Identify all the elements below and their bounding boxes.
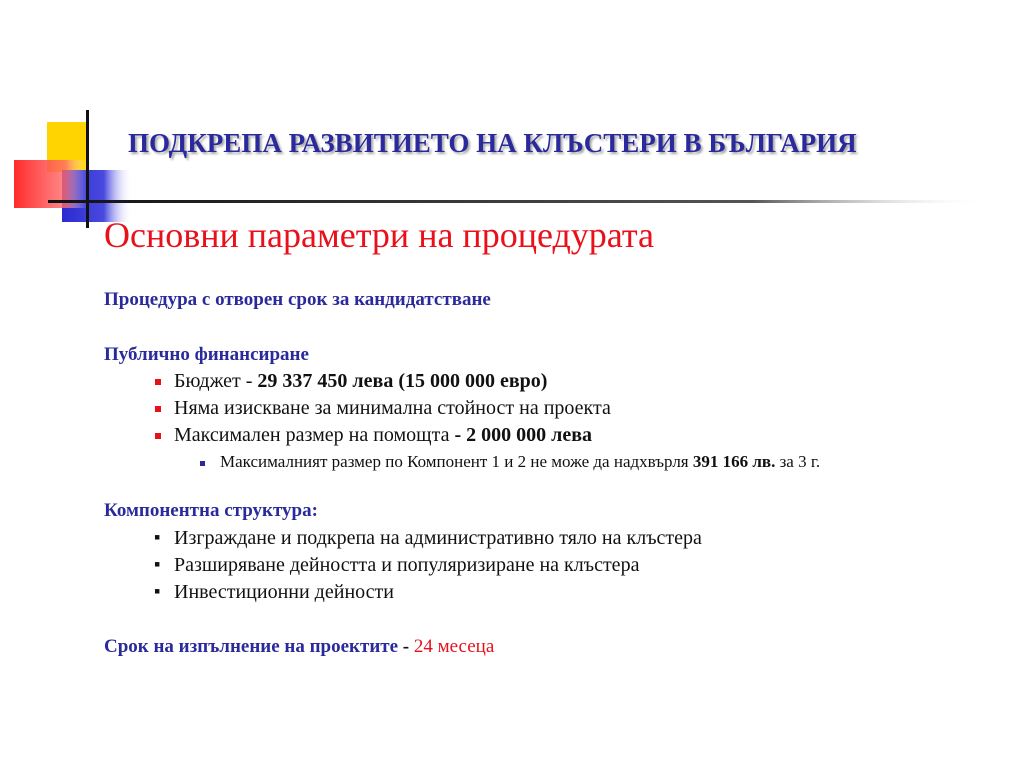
sub-list-item: Максималният размер по Компонент 1 и 2 не може да надхвърля 391 166 лв. за 3 г. bbox=[220, 452, 820, 472]
bullet-square-icon bbox=[155, 433, 161, 439]
vertical-line bbox=[86, 110, 89, 228]
duration-line: Срок на изпълнение на проектите - 24 месеца bbox=[104, 636, 495, 657]
list-item: ▪ Разширяване дейността и популяризиране на клъстера bbox=[154, 554, 640, 576]
list-item: Няма изискване за минимална стойност на проекта bbox=[174, 397, 611, 420]
components-heading: Компонентна структура: bbox=[104, 500, 318, 521]
header-title: ПОДКРЕПА РАЗВИТИЕТО НА КЛЪСТЕРИ В БЪЛГАРИЯ bbox=[128, 128, 857, 158]
list-item: Максимален размер на помощта - 2 000 000 лева bbox=[174, 424, 592, 447]
horizontal-line bbox=[48, 200, 988, 203]
bullet-dot-icon: ▪ bbox=[154, 581, 161, 601]
list-item: Бюджет - 29 337 450 лева (15 000 000 евро) bbox=[174, 370, 547, 393]
decorative-shapes bbox=[0, 0, 1024, 240]
funding-heading: Публично финансиране bbox=[104, 344, 309, 365]
bullet-dot-icon: ▪ bbox=[154, 554, 161, 574]
procedure-text: Процедура с отворен срок за кандидатстване bbox=[104, 289, 491, 310]
bullet-square-icon bbox=[155, 406, 161, 412]
bullet-square-icon bbox=[200, 461, 205, 466]
list-item: ▪ Изграждане и подкрепа на административно тяло на клъстера bbox=[154, 527, 702, 549]
list-item: ▪ Инвестиционни дейности bbox=[154, 581, 394, 603]
bullet-dot-icon: ▪ bbox=[154, 527, 161, 547]
slide-subtitle: Основни параметри на процедурата bbox=[104, 215, 654, 255]
bullet-square-icon bbox=[155, 379, 161, 385]
